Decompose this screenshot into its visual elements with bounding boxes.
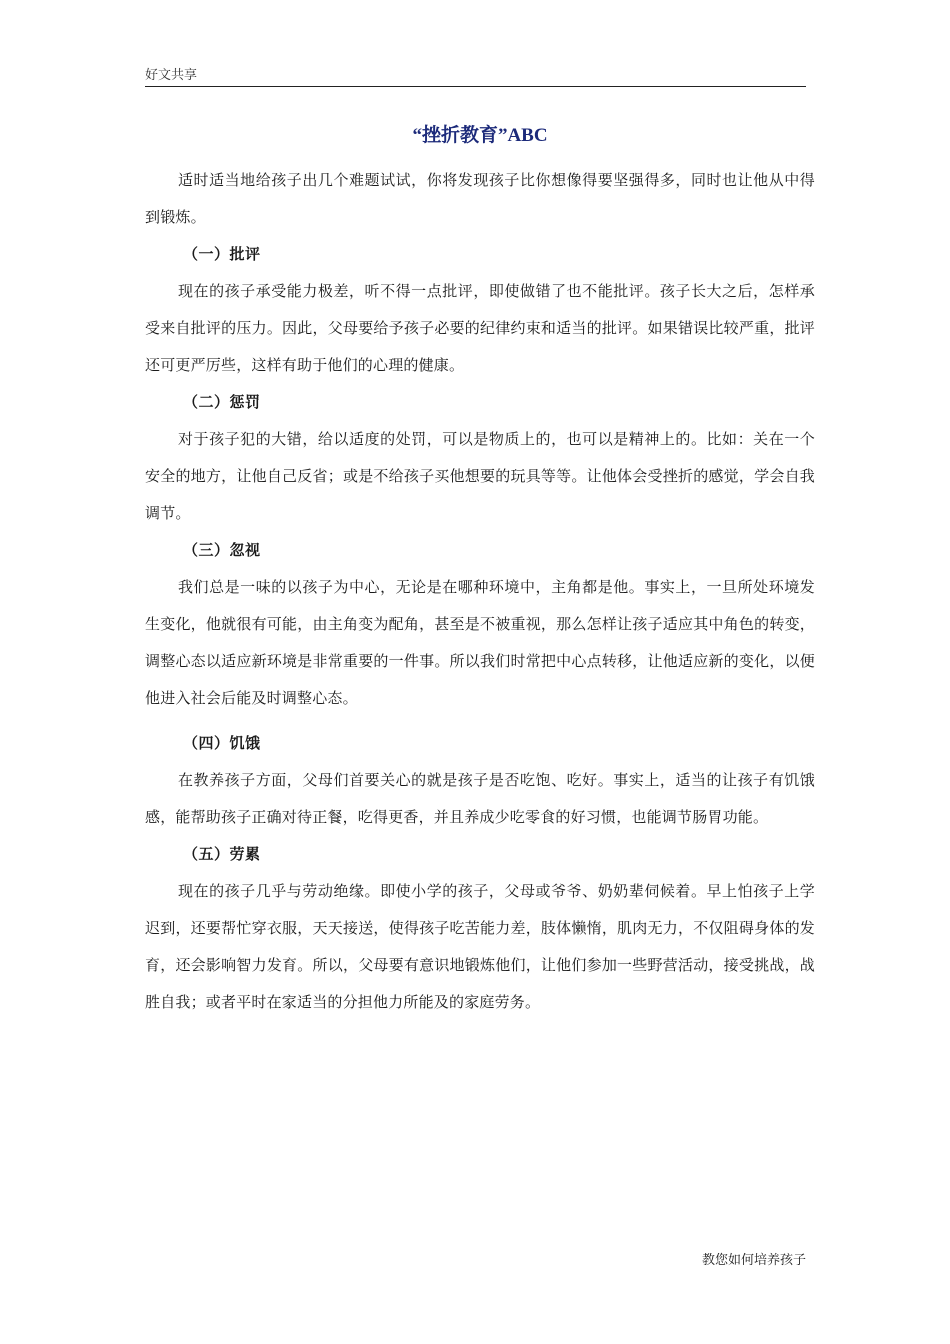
intro-paragraph: 适时适当地给孩子出几个难题试试，你将发现孩子比你想像得要坚强得多，同时也让他从中得到锻炼。 bbox=[145, 171, 815, 226]
document-body bbox=[145, 122, 815, 1021]
section-body-criticism: 现在的孩子承受能力极差，听不得一点批评，即使做错了也不能批评。孩子长大之后，怎样承受来自批评的压力。因此，父母要给予孩子必要的纪律约束和适当的批评。如果错误比较严重，批评还可更严厉些，这样有助于他们的心理的健康。 bbox=[145, 282, 815, 374]
section-body-fatigue: 现在的孩子几乎与劳动绝缘。即使小学的孩子，父母或爷爷、奶奶辈伺候着。早上怕孩子上学迟到，还要帮忙穿衣服，天天接送，使得孩子吃苦能力差，肢体懒惰，肌肉无力，不仅阻碍身体的发育，还会影响智力发育。所以，父母要有意识地锻炼他们，让他们参加一些野营活动，接受挑战，战胜自我；或者平时在家适当的分担他力所能及的家庭劳务。 bbox=[145, 882, 815, 1011]
page-header: 好文共享 bbox=[145, 64, 806, 87]
section-heading-fatigue: （五）劳累 bbox=[183, 845, 261, 863]
section-body-punishment: 对于孩子犯的大错，给以适度的处罚，可以是物质上的，也可以是精神上的。比如：关在一个安全的地方，让他自己反省；或是不给孩子买他想要的玩具等等。让他体会受挫折的感觉，学会自我调节。 bbox=[145, 430, 815, 522]
section-body-neglect: 我们总是一味的以孩子为中心，无论是在哪种环境中，主角都是他。事实上，一旦所处环境发生变化，他就很有可能，由主角变为配角，甚至是不被重视，那么怎样让孩子适应其中角色的转变，调整心态以适应新环境是非常重要的一件事。所以我们时常把中心点转移，让他适应新的变化，以便他进入社会后能及时调整心态。 bbox=[145, 578, 815, 707]
section-heading-hunger: （四）饥饿 bbox=[183, 734, 261, 752]
section-heading-neglect: （三）忽视 bbox=[183, 541, 261, 559]
spacer bbox=[145, 717, 815, 725]
section-body-hunger: 在教养孩子方面，父母们首要关心的就是孩子是否吃饱、吃好。事实上，适当的让孩子有饥饿感，能帮助孩子正确对待正餐，吃得更香，并且养成少吃零食的好习惯，也能调节肠胃功能。 bbox=[145, 771, 815, 826]
document-title: “挫折教育”ABC bbox=[412, 125, 548, 146]
section-heading-criticism: （一）批评 bbox=[183, 245, 261, 263]
page-footer: 教您如何培养孩子 bbox=[701, 1253, 806, 1268]
section-heading-punishment: （二）惩罚 bbox=[183, 393, 261, 411]
